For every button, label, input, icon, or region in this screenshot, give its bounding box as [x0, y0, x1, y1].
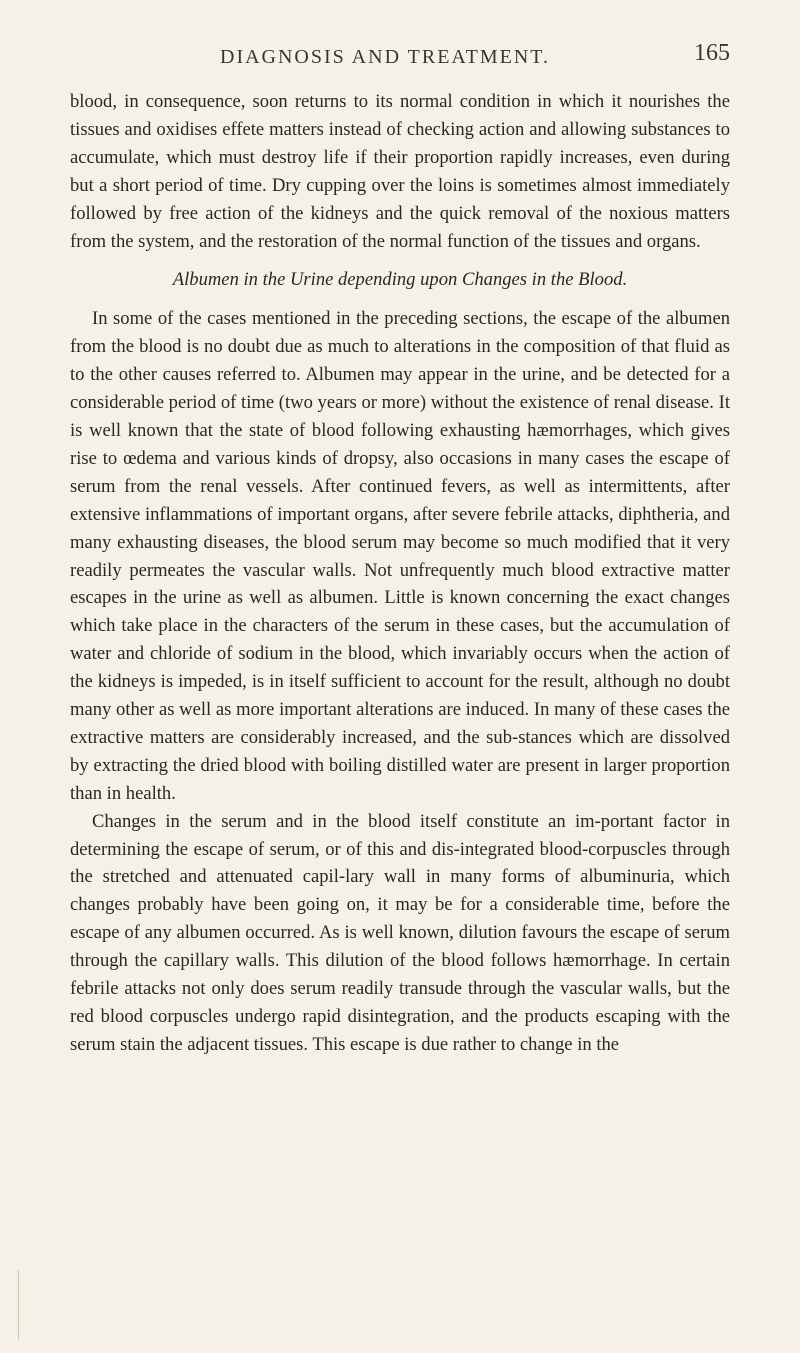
body-text: [70, 88, 730, 1059]
page-edge-shadow: [18, 1270, 19, 1340]
page-number: 165: [694, 40, 730, 66]
paragraph: Changes in the serum and in the blood itself constitute an im-portant factor in determining the escape of serum, or of this and dis-integrated blood-corpuscles through the stretched and attenuated capil-lary wall in many forms of albuminuria, which changes probably have been going on, it may be for a considerable time, before the escape of any albumen occurred. As is well known, dilution favours the escape of serum through the capillary walls. This dilution of the blood follows hæmorrhage. In certain febrile attacks not only does serum readily transude through the vascular walls, but the red blood corpuscles undergo rapid disintegration, and the products escaping with the serum stain the adjacent tissues. This escape is due rather to change in the: [70, 810, 730, 1055]
page-header: [70, 40, 730, 82]
paragraph-continuation: blood, in consequence, soon returns to its normal condition in which it nourishes the tissues and oxidises effete matters instead of checking action and allowing substances to accumulate, which must destroy life if their proportion rapidly increases, even during but a short period of time. Dry cupping over the loins is sometimes almost immediately followed by free action of the kidneys and the quick removal of the noxious matters from the system, and the restoration of the normal function of the tissues and organs.: [70, 91, 730, 252]
paragraph: In some of the cases mentioned in the preceding sections, the escape of the albumen from the blood is no doubt due as much to alterations in the composition of that fluid as to the other causes referred to. Albumen may appear in the urine, and be detected for a considerable period of time (two years or more) without the existence of renal disease. It is well known that the state of blood following exhausting hæmorrhages, which gives rise to œdema and various kinds of dropsy, also occasions in many cases the escape of serum from the renal vessels. After continued fevers, as well as intermittents, after extensive inflammations of important organs, after severe febrile attacks, diphtheria, and many exhausting diseases, the blood serum may become so much modified that it very readily permeates the vascular walls. Not unfrequently much blood extractive matter escapes in the urine as well as albumen. Little is known concerning the exact changes which take place in the characters of the serum in these cases, but the accumulation of water and chloride of sodium in the blood, which invariably occurs when the action of the kidneys is impeded, is in itself sufficient to account for the result, although no doubt many other as well as more important alterations are induced. In many of these cases the extractive matters are considerably increased, and the sub-stances which are dissolved by extracting the dried blood with boiling distilled water are present in larger proportion than in health.: [70, 308, 730, 804]
section-heading: Albumen in the Urine depending upon Changes in the Blood.: [172, 269, 628, 291]
running-head: DIAGNOSIS AND TREATMENT.: [220, 46, 551, 68]
